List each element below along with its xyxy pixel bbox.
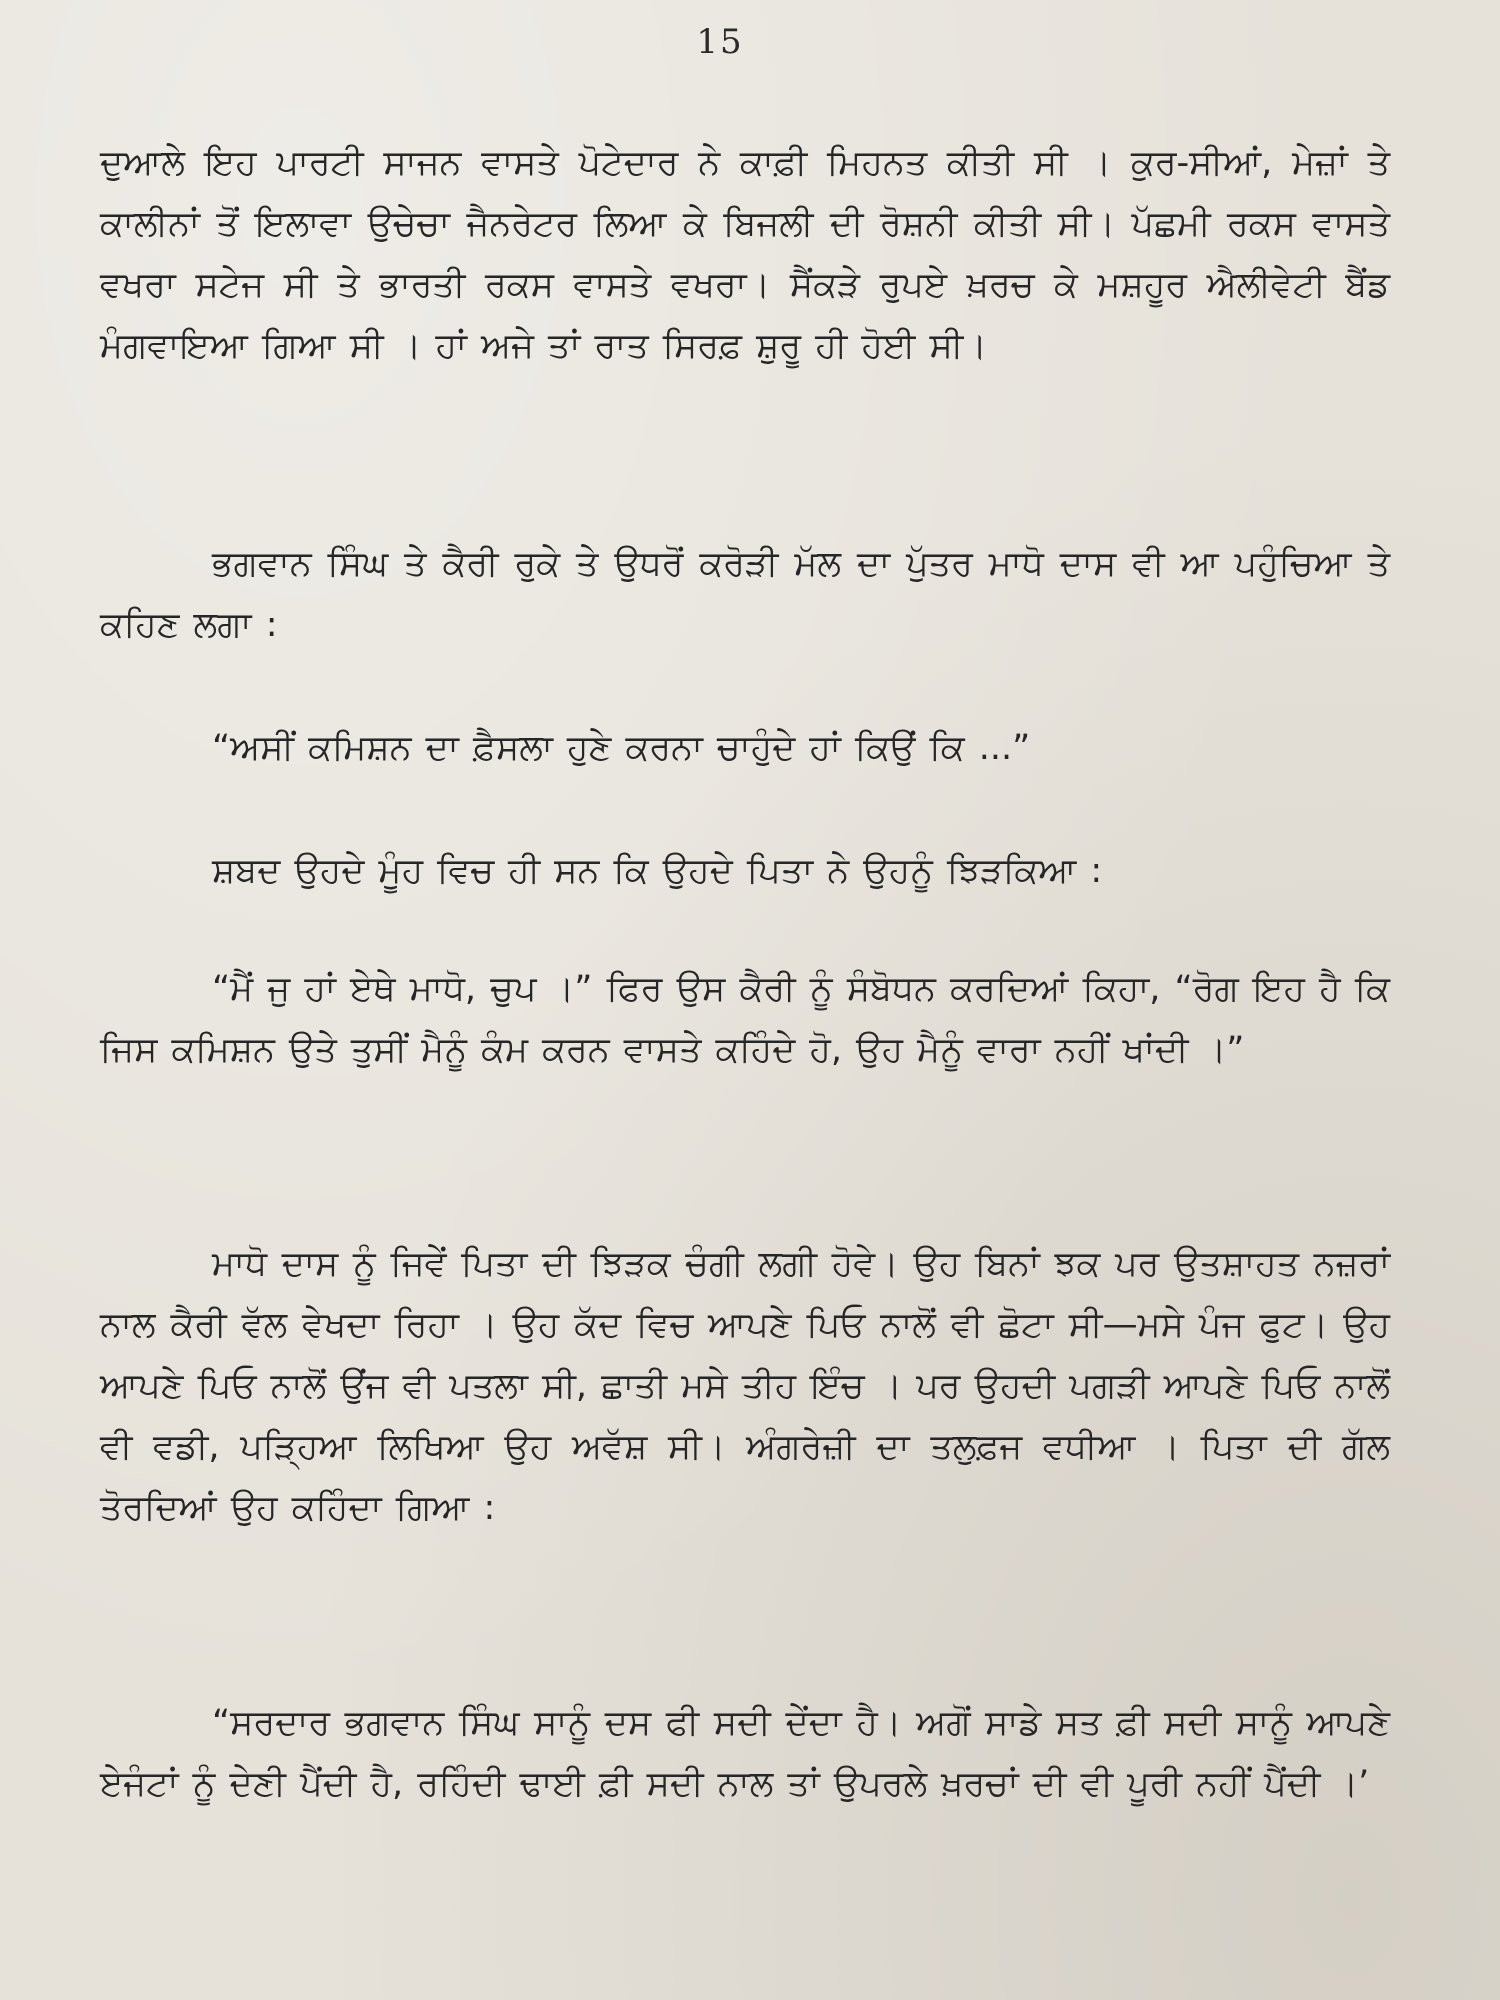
page-number: 15 <box>696 22 744 62</box>
paragraph-1: ਦੁਆਲੇ ਇਹ ਪਾਰਟੀ ਸਾਜਨ ਵਾਸਤੇ ਪੋਟੇਦਾਰ ਨੇ ਕਾਫ਼ੀ ਮਿਹਨਤ ਕੀਤੀ ਸੀ । ਕੁਰ-ਸੀਆਂ, ਮੇਜ਼ਾਂ ਤੇ ਕਾਲੀਨਾਂ ਤੋਂ ਇਲਾਵਾ ਉਚੇਚਾ ਜੈਨਰੇਟਰ ਲਿਆ ਕੇ ਬਿਜਲੀ ਦੀ ਰੋਸ਼ਨੀ ਕੀਤੀ ਸੀ। ਪੱਛਮੀ ਰਕਸ ਵਾਸਤੇ ਵਖਰਾ ਸਟੇਜ ਸੀ ਤੇ ਭਾਰਤੀ ਰਕਸ ਵਾਸਤੇ ਵਖਰਾ। ਸੈਂਕੜੇ ਰੁਪਏ ਖ਼ਰਚ ਕੇ ਮਸ਼ਹੂਰ ਐਲੀਵੇਟੀ ਬੈਂਡ ਮੰਗਵਾਇਆ ਗਿਆ ਸੀ । ਹਾਂ ਅਜੇ ਤਾਂ ਰਾਤ ਸਿਰਫ਼ ਸ਼ੁਰੂ ਹੀ ਹੋਈ ਸੀ। <box>100 143 1390 366</box>
paragraph-7: “ਸਰਦਾਰ ਭਗਵਾਨ ਸਿੰਘ ਸਾਨੂੰ ਦਸ ਫੀ ਸਦੀ ਦੇਂਦਾ ਹੈ। ਅਗੋਂ ਸਾਡੇ ਸਤ ਫ਼ੀ ਸਦੀ ਸਾਨੂੰ ਆਪਣੇ ਏਜੰਟਾਂ ਨੂੰ ਦੇਣੀ ਪੈਂਦੀ ਹੈ, ਰਹਿੰਦੀ ਢਾਈ ਫ਼ੀ ਸਦੀ ਨਾਲ ਤਾਂ ਉਪਰਲੇ ਖ਼ਰਚਾਂ ਦੀ ਵੀ ਪੂਰੀ ਨਹੀਂ ਪੈਂਦੀ ।’ <box>100 1703 1390 1804</box>
paragraph-6: ਮਾਧੋ ਦਾਸ ਨੂੰ ਜਿਵੇਂ ਪਿਤਾ ਦੀ ਝਿੜਕ ਚੰਗੀ ਲਗੀ ਹੋਵੇ। ਉਹ ਬਿਨਾਂ ਝਕ ਪਰ ਉਤਸ਼ਾਹਤ ਨਜ਼ਰਾਂ ਨਾਲ ਕੈਰੀ ਵੱਲ ਵੇਖਦਾ ਰਿਹਾ । ਉਹ ਕੱਦ ਵਿਚ ਆਪਣੇ ਪਿਓ ਨਾਲੋਂ ਵੀ ਛੋਟਾ ਸੀ—ਮਸੇ ਪੰਜ ਫੁਟ। ਉਹ ਆਪਣੇ ਪਿਓ ਨਾਲੋਂ ਉਂਜ ਵੀ ਪਤਲਾ ਸੀ, ਛਾਤੀ ਮਸੇ ਤੀਹ ਇੰਚ । ਪਰ ਉਹਦੀ ਪਗੜੀ ਆਪਣੇ ਪਿਓ ਨਾਲੋਂ ਵੀ ਵਡੀ, ਪੜ੍ਹਿਆ ਲਿਖਿਆ ਉਹ ਅਵੱਸ਼ ਸੀ। ਅੰਗਰੇਜ਼ੀ ਦਾ ਤਲੁਫ਼ਜ ਵਧੀਆ । ਪਿਤਾ ਦੀ ਗੱਲ ਤੋਰਦਿਆਂ ਉਹ ਕਹਿੰਦਾ ਗਿਆ : <box>100 1244 1390 1528</box>
paragraph-3: “ਅਸੀਂ ਕਮਿਸ਼ਨ ਦਾ ਫ਼ੈਸਲਾ ਹੁਣੇ ਕਰਨਾ ਚਾਹੁੰਦੇ ਹਾਂ ਕਿਉਂ ਕਿ ...” <box>212 728 1031 768</box>
paragraph-4: ਸ਼ਬਦ ਉਹਦੇ ਮੂੰਹ ਵਿਚ ਹੀ ਸਨ ਕਿ ਉਹਦੇ ਪਿਤਾ ਨੇ ਉਹਨੂੰ ਝਿੜਕਿਆ : <box>212 851 1103 891</box>
paragraph-5: “ਮੈਂ ਜੁ ਹਾਂ ਏਥੇ ਮਾਧੋ, ਚੁਪ ।” ਫਿਰ ਉਸ ਕੈਰੀ ਨੂੰ ਸੰਬੋਧਨ ਕਰਦਿਆਂ ਕਿਹਾ, “ਰੋਗ ਇਹ ਹੈ ਕਿ ਜਿਸ ਕਮਿਸ਼ਨ ਉਤੇ ਤੁਸੀਂ ਮੈਨੂੰ ਕੰਮ ਕਰਨ ਵਾਸਤੇ ਕਹਿੰਦੇ ਹੋ, ਉਹ ਮੈਨੂੰ ਵਾਰਾ ਨਹੀਂ ਖਾਂਦੀ ।” <box>100 969 1390 1070</box>
paragraph-2: ਭਗਵਾਨ ਸਿੰਘ ਤੇ ਕੈਰੀ ਰੁਕੇ ਤੇ ਉਧਰੋਂ ਕਰੋੜੀ ਮੱਲ ਦਾ ਪੁੱਤਰ ਮਾਧੋ ਦਾਸ ਵੀ ਆ ਪਹੁੰਚਿਆ ਤੇ ਕਹਿਣ ਲਗਾ : <box>100 544 1390 645</box>
